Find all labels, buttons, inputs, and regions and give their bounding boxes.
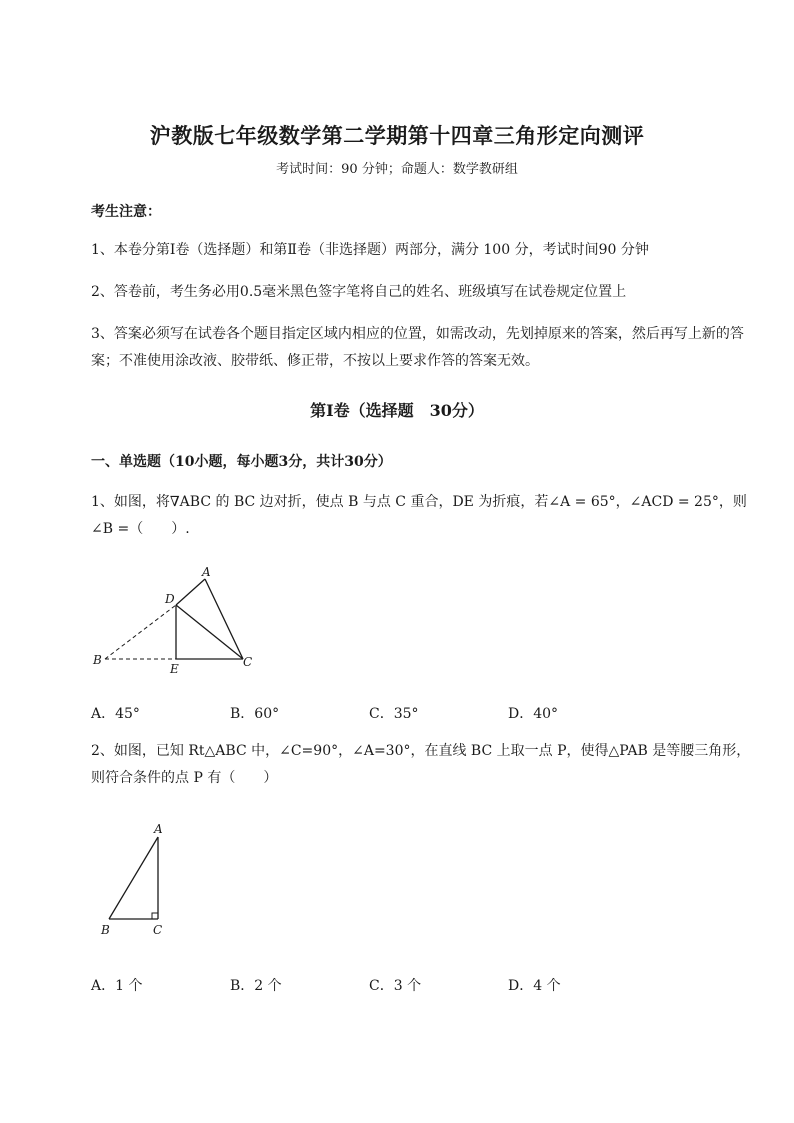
label-a: A: [154, 822, 163, 836]
question-1-text: 1、如图，将∇ABC 的 BC 边对折，使点 B 与点 C 重合，DE 为折痕，若∠A = 65°，∠ACD = 25°，则∠B =（ ）.: [91, 494, 747, 537]
label-b: B: [93, 653, 102, 667]
label-b: B: [101, 923, 110, 937]
segment-dc: [176, 605, 243, 659]
question-1-figure: [88, 562, 268, 680]
exam-subtitle: 考试时间：90 分钟；命题人：数学教研组: [276, 162, 518, 177]
q1-option-d[interactable]: D．40°: [508, 706, 559, 722]
label-e: E: [170, 662, 179, 676]
segment-da: [176, 579, 205, 605]
question-2-text: 2、如图，已知 Rt△ABC 中，∠C=90°，∠A=30°，在直线 BC 上取一点 P，使得△PAB 是等腰三角形，则符合条件的点 P 有（ ）: [91, 743, 751, 786]
section-title: 第Ⅰ卷（选择题 30分）: [310, 401, 484, 420]
label-a: A: [202, 565, 211, 579]
exam-title: 沪教版七年级数学第二学期第十四章三角形定向测评: [149, 123, 645, 148]
notice-item-3: 3、答案必须写在试卷各个题目指定区域内相应的位置，如需改动，先划掉原来的答案，然后再写上新的答案；不准使用涂改液、胶带纸、修正带，不按以上要求作答的答案无效。: [91, 326, 744, 369]
segment-ab: [109, 837, 158, 919]
label-d: D: [165, 592, 175, 606]
label-c: C: [243, 655, 253, 669]
q2-option-c[interactable]: C．3 个: [369, 978, 422, 994]
q1-option-a[interactable]: A．45°: [91, 706, 140, 722]
part-heading: 一、单选题（10小题，每小题3分，共计30分）: [91, 454, 392, 470]
label-c: C: [153, 923, 163, 937]
q2-option-d[interactable]: D．4 个: [508, 978, 561, 994]
notice-heading: 考生注意：: [91, 204, 161, 220]
notice-item-1: 1、本卷分第Ⅰ卷（选择题）和第Ⅱ卷（非选择题）两部分，满分 100 分，考试时间90 分钟: [91, 242, 649, 258]
segment-ac: [205, 579, 243, 659]
right-angle-mark: [152, 913, 158, 919]
fold-line-bd: [105, 605, 176, 659]
question-2-figure: [96, 820, 176, 942]
notice-item-2: 2、答卷前，考生务必用0.5毫米黑色签字笔将自己的姓名、班级填写在试卷规定位置上: [91, 284, 627, 300]
q1-option-c[interactable]: C．35°: [369, 706, 419, 722]
q2-option-a[interactable]: A．1 个: [91, 978, 143, 994]
q2-option-b[interactable]: B．2 个: [230, 978, 282, 994]
q1-option-b[interactable]: B．60°: [230, 706, 280, 722]
